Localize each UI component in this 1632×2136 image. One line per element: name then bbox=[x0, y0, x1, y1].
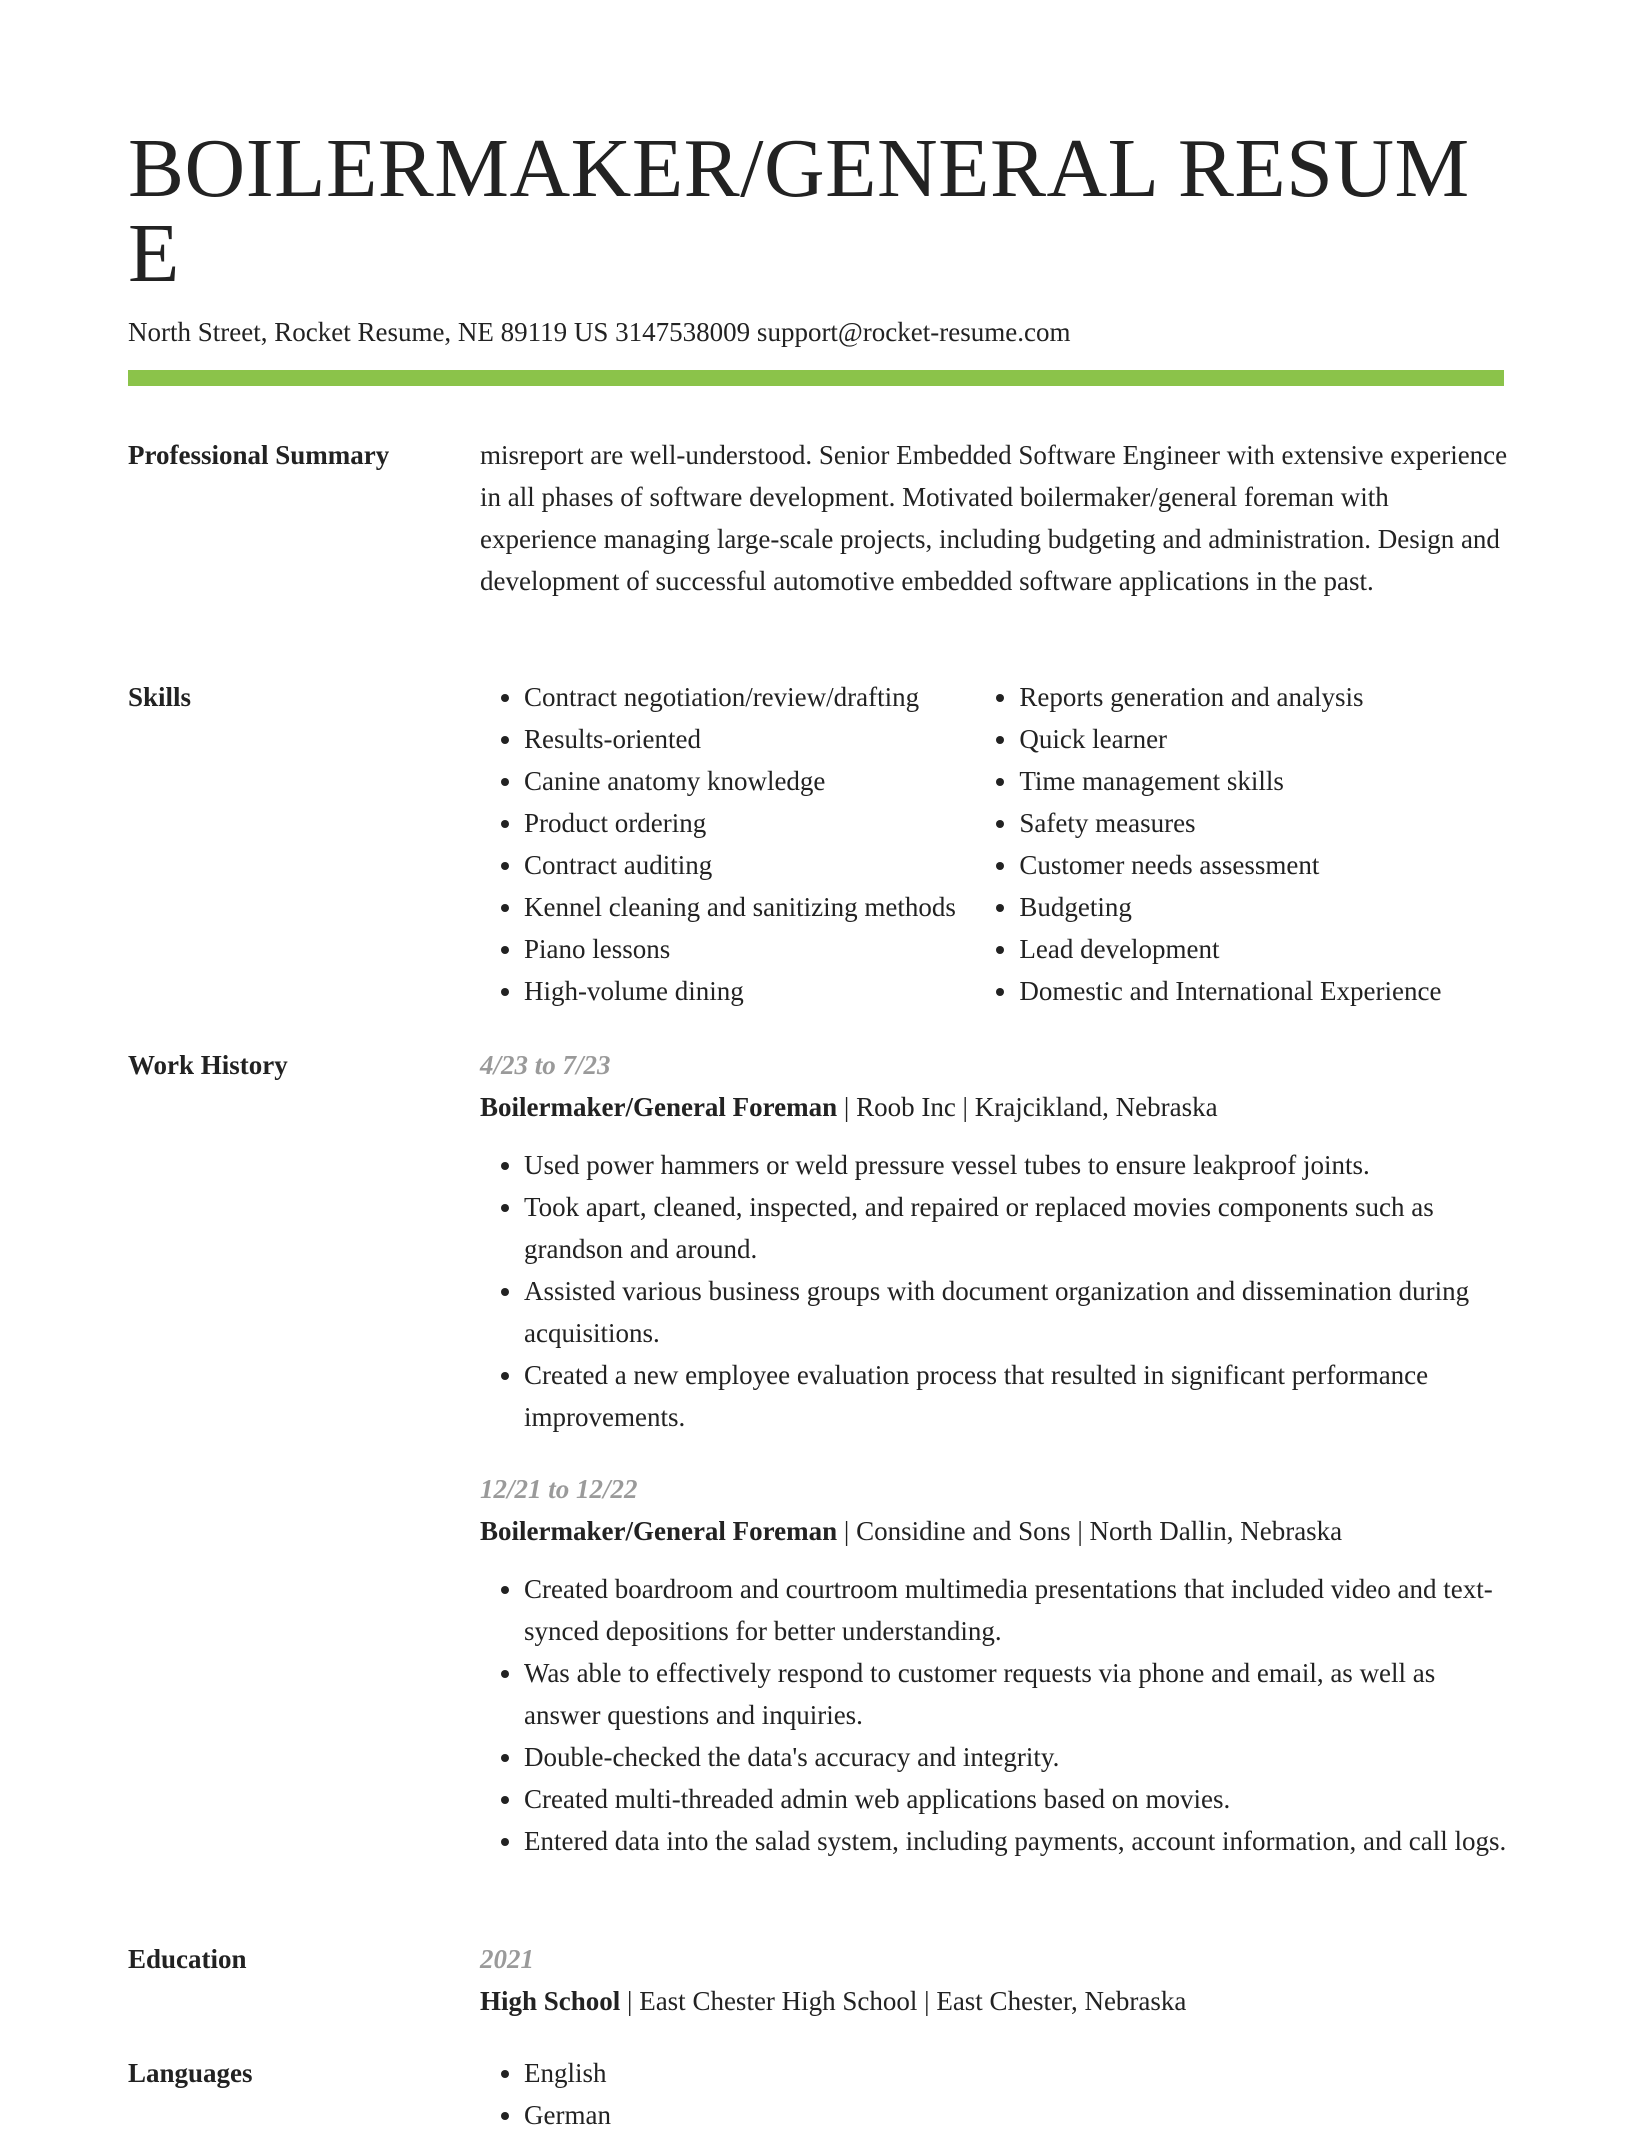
skill-item: • Lead development bbox=[1019, 928, 1510, 970]
job-title: Boilermaker/General Foreman bbox=[480, 1516, 838, 1546]
skill-item: • Product ordering bbox=[524, 802, 975, 844]
job-details: | Considine and Sons | North Dallin, Nebraska bbox=[837, 1516, 1343, 1546]
contact-line: North Street, Rocket Resume, NE 89119 US 3147538009 support@rocket-resume.com bbox=[128, 317, 1071, 347]
job-heading bbox=[480, 1086, 1510, 1128]
education-details: | East Chester High School | East Chester, Nebraska bbox=[620, 1986, 1187, 2016]
job-bullet: • Created multi-threaded admin web applications based on movies. bbox=[524, 1778, 1510, 1820]
skill-item: • Canine anatomy knowledge bbox=[524, 760, 975, 802]
skill-item: • Safety measures bbox=[1019, 802, 1510, 844]
job-bullet: • Double-checked the data's accuracy and integrity. bbox=[524, 1736, 1510, 1778]
education-year: 2021 bbox=[480, 1944, 534, 1974]
work-history-label: Work History bbox=[128, 1050, 288, 1080]
skill-item: • Time management skills bbox=[1019, 760, 1510, 802]
skill-item: • Quick learner bbox=[1019, 718, 1510, 760]
job-bullets bbox=[480, 1144, 1510, 1438]
skill-item: • Kennel cleaning and sanitizing methods bbox=[524, 886, 975, 928]
job-entry bbox=[480, 1468, 1510, 1862]
skills-list-right bbox=[975, 676, 1510, 1012]
skill-item: • Results-oriented bbox=[524, 718, 975, 760]
job-bullet: • Created a new employee evaluation process that resulted in significant performance improvements. bbox=[524, 1354, 1510, 1438]
education-label: Education bbox=[128, 1944, 247, 1974]
resume-title: BOILERMAKER/GENERAL RESUME bbox=[128, 122, 1470, 300]
skill-item: • Piano lessons bbox=[524, 928, 975, 970]
skill-item: • Contract auditing bbox=[524, 844, 975, 886]
summary-label: Professional Summary bbox=[128, 440, 390, 470]
skills-label: Skills bbox=[128, 682, 192, 712]
summary-text: misreport are well-understood. Senior Embedded Software Engineer with extensive experience in all phases of software development. Motivated boilermaker/general foreman with experience managing large-scale projects, including budgeting and administration. Design and development of successful automotive embedded software applications in the past. bbox=[480, 440, 1508, 596]
job-details: | Roob Inc | Krajcikland, Nebraska bbox=[837, 1092, 1218, 1122]
skill-item: • Budgeting bbox=[1019, 886, 1510, 928]
job-dates: 12/21 to 12/22 bbox=[480, 1474, 638, 1504]
skill-item: • Reports generation and analysis bbox=[1019, 676, 1510, 718]
skill-item: • Domestic and International Experience bbox=[1019, 970, 1510, 1012]
job-bullet: • Created boardroom and courtroom multimedia presentations that included video and text-synced depositions for better understanding. bbox=[524, 1568, 1510, 1652]
job-bullet: • Used power hammers or weld pressure vessel tubes to ensure leakproof joints. bbox=[524, 1144, 1510, 1186]
languages-label: Languages bbox=[128, 2058, 253, 2088]
language-item: • English bbox=[524, 2052, 1510, 2094]
language-item: • German bbox=[524, 2094, 1510, 2136]
job-dates: 4/23 to 7/23 bbox=[480, 1050, 611, 1080]
job-bullet: • Was able to effectively respond to customer requests via phone and email, as well as answer questions and inquiries. bbox=[524, 1652, 1510, 1736]
skills-list-left bbox=[480, 676, 975, 1012]
job-heading bbox=[480, 1510, 1510, 1552]
education-degree: High School bbox=[480, 1986, 621, 2016]
languages-list bbox=[480, 2052, 1510, 2136]
job-entry bbox=[480, 1044, 1510, 1438]
job-bullet: • Entered data into the salad system, including payments, account information, and call logs. bbox=[524, 1820, 1510, 1862]
skill-item: • Contract negotiation/review/drafting bbox=[524, 676, 975, 718]
job-bullet: • Took apart, cleaned, inspected, and repaired or replaced movies components such as grandson and around. bbox=[524, 1186, 1510, 1270]
job-bullets bbox=[480, 1568, 1510, 1862]
skill-item: • High-volume dining bbox=[524, 970, 975, 1012]
accent-rule bbox=[128, 370, 1504, 386]
skill-item: • Customer needs assessment bbox=[1019, 844, 1510, 886]
education-heading bbox=[480, 1980, 1510, 2022]
job-bullet: • Assisted various business groups with document organization and dissemination during acquisitions. bbox=[524, 1270, 1510, 1354]
job-title: Boilermaker/General Foreman bbox=[480, 1092, 838, 1122]
